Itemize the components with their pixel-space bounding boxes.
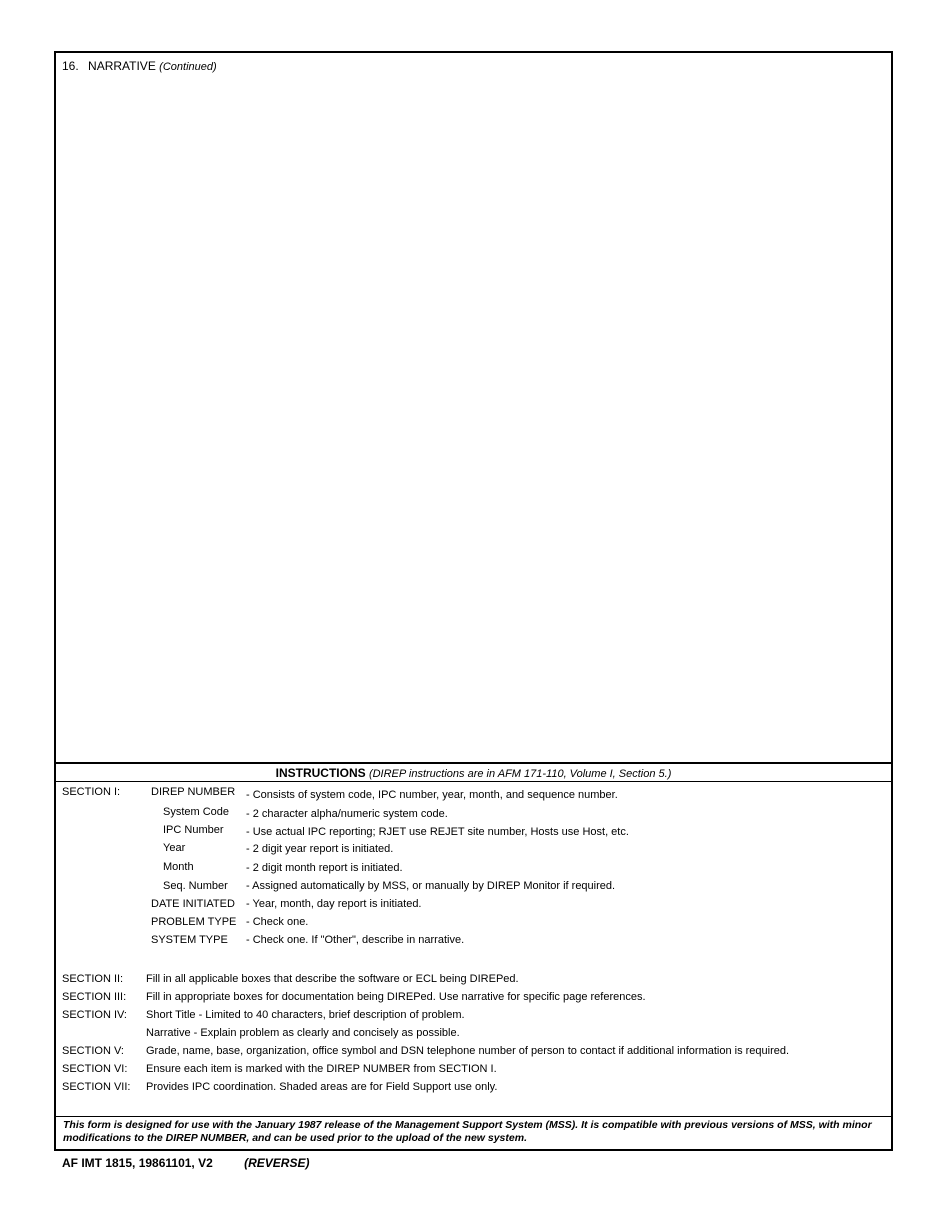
section-1-label: SECTION I: bbox=[62, 786, 121, 798]
form-box bbox=[54, 51, 893, 1151]
section-6-text: Ensure each item is marked with the DIREP NUMBER from SECTION I. bbox=[146, 1063, 497, 1075]
field-desc-seq-number: - Assigned automatically by MSS, or manually by DIREP Monitor if required. bbox=[246, 880, 616, 892]
field-label-month: Month bbox=[163, 861, 194, 873]
instructions-subtitle: (DIREP instructions are in AFM 171-110, Volume I, Section 5.) bbox=[368, 768, 672, 780]
form-id: AF IMT 1815, 19861101, V2 bbox=[62, 1156, 213, 1170]
field-label-date-initiated: DATE INITIATED bbox=[151, 898, 235, 910]
section-5-text: Grade, name, base, organization, office symbol and DSN telephone number of person to contact if additional information is required. bbox=[146, 1045, 790, 1057]
section-6-label: SECTION VI: bbox=[62, 1063, 128, 1075]
narrative-continued: (Continued) bbox=[159, 61, 217, 73]
narrative-text-area[interactable] bbox=[60, 77, 887, 757]
field-desc-month: - 2 digit month report is initiated. bbox=[246, 862, 403, 874]
section-3-text: Fill in appropriate boxes for documentation being DIREPed. Use narrative for specific page references. bbox=[146, 991, 646, 1003]
form-footer bbox=[62, 1156, 309, 1170]
field-desc-system-code: - 2 character alpha/numeric system code. bbox=[246, 808, 448, 820]
field-desc-year: - 2 digit year report is initiated. bbox=[246, 843, 394, 855]
instructions-heading bbox=[56, 766, 891, 780]
instructions-heading-divider bbox=[56, 781, 891, 782]
section-2-label: SECTION II: bbox=[62, 973, 124, 985]
section-4-text: Short Title - Limited to 40 characters, brief description of problem. bbox=[146, 1009, 465, 1021]
section-4-label: SECTION IV: bbox=[62, 1009, 127, 1021]
section-4-narrative-text: Narrative - Explain problem as clearly and concisely as possible. bbox=[146, 1027, 460, 1039]
field-desc-direp-number: - Consists of system code, IPC number, year, month, and sequence number. bbox=[246, 789, 618, 801]
section-7-label: SECTION VII: bbox=[62, 1081, 131, 1093]
narrative-title: NARRATIVE bbox=[88, 59, 156, 73]
form-side: (REVERSE) bbox=[244, 1156, 310, 1170]
narrative-number: 16. bbox=[62, 59, 79, 73]
field-desc-problem-type: - Check one. bbox=[246, 916, 309, 928]
field-label-direp-number: DIREP NUMBER bbox=[151, 786, 236, 798]
field-desc-date-initiated: - Year, month, day report is initiated. bbox=[246, 898, 422, 910]
field-desc-ipc-number: - Use actual IPC reporting; RJET use REJET site number, Hosts use Host, etc. bbox=[246, 826, 629, 838]
field-desc-system-type: - Check one. If "Other", describe in narrative. bbox=[246, 934, 465, 946]
instructions-divider bbox=[56, 762, 891, 764]
field-label-problem-type: PROBLEM TYPE bbox=[151, 916, 237, 928]
field-label-system-code: System Code bbox=[163, 806, 230, 818]
field-label-seq-number: Seq. Number bbox=[163, 880, 228, 892]
section-3-label: SECTION III: bbox=[62, 991, 127, 1003]
instructions-title: INSTRUCTIONS bbox=[275, 766, 366, 780]
note-divider bbox=[56, 1116, 891, 1117]
field-label-year: Year bbox=[163, 842, 186, 854]
field-label-system-type: SYSTEM TYPE bbox=[151, 934, 228, 946]
section-5-label: SECTION V: bbox=[62, 1045, 124, 1057]
section-2-text: Fill in all applicable boxes that describe the software or ECL being DIREPed. bbox=[146, 973, 519, 985]
narrative-label bbox=[62, 59, 217, 73]
compatibility-note: This form is designed for use with the January 1987 release of the Management Support System (MSS). It is compatible with previous versions of MSS, with minor modifications to the DIREP NUMBER, and can be used prior to the upload of the new system. bbox=[63, 1119, 872, 1144]
section-7-text: Provides IPC coordination. Shaded areas are for Field Support use only. bbox=[146, 1081, 498, 1093]
field-label-ipc-number: IPC Number bbox=[163, 824, 224, 836]
